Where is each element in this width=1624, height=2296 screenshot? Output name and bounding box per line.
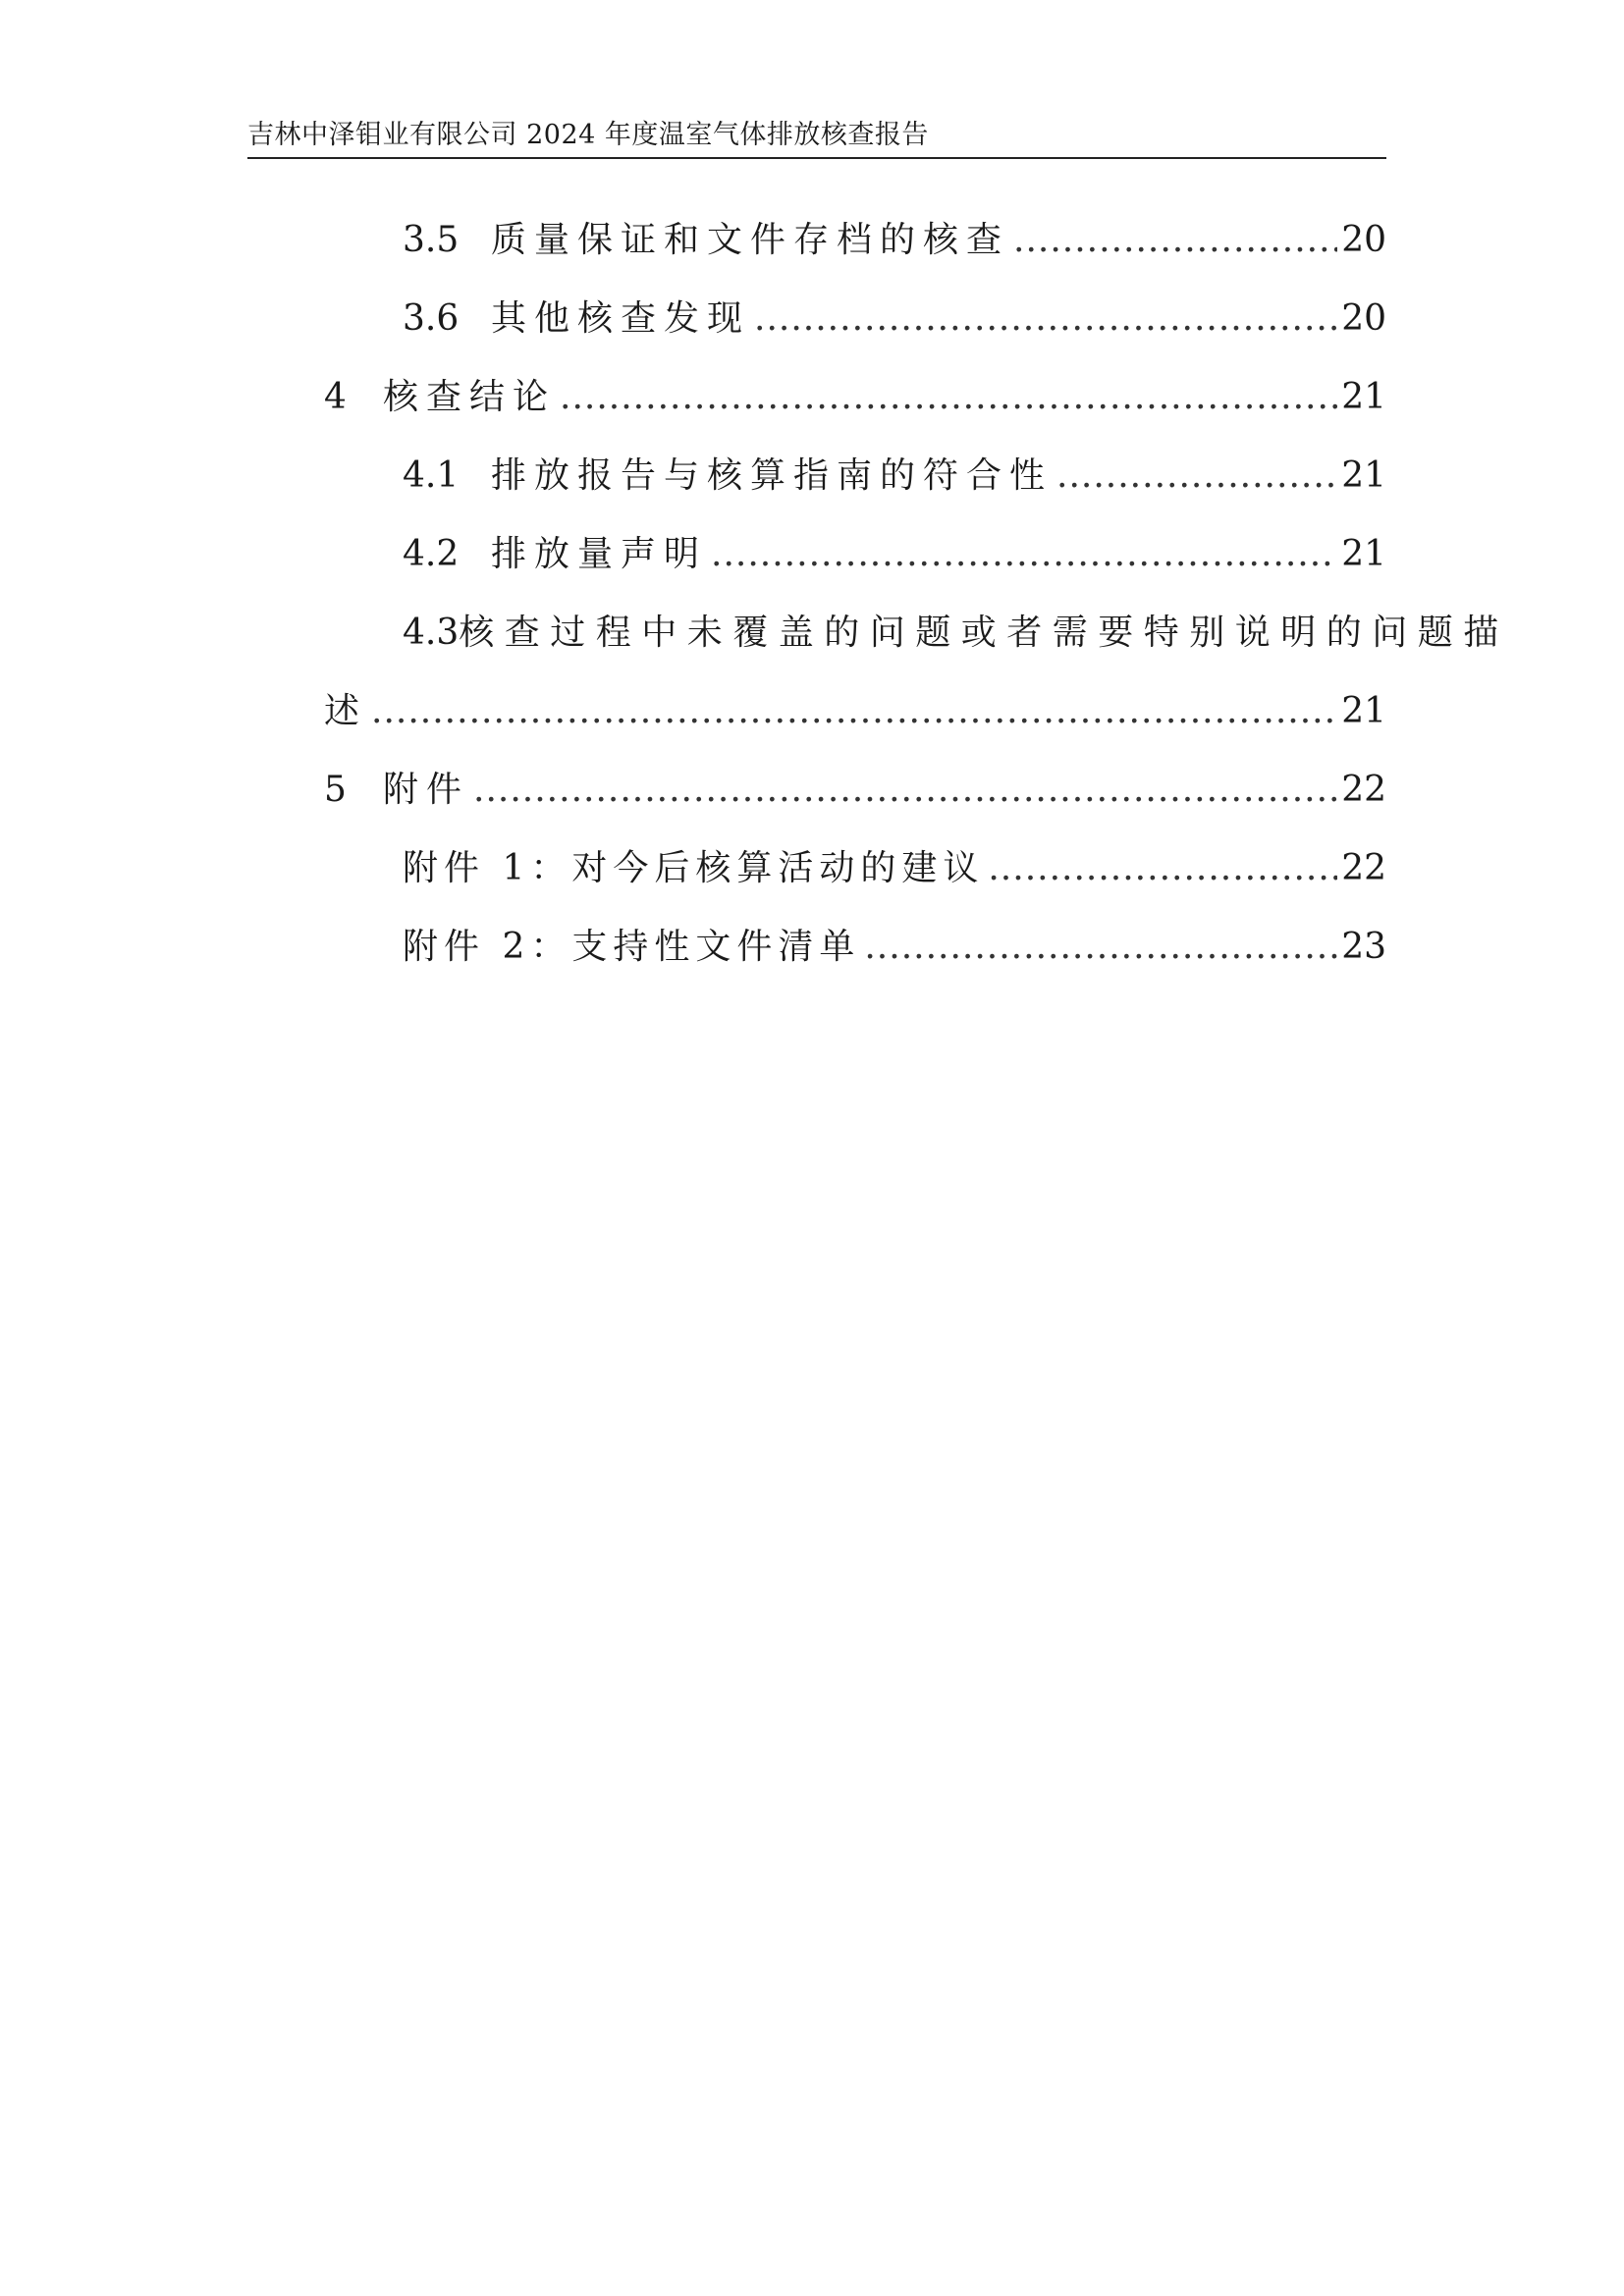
dot-leader: [711, 515, 1337, 594]
toc-page-number: 20: [1341, 220, 1386, 260]
toc-title: 附件 1：对今后核算活动的建议: [403, 848, 985, 888]
toc-title: 附件 2：支持性文件清单: [403, 927, 861, 967]
toc-page-number: 21: [1341, 455, 1386, 496]
toc-page-number: 20: [1341, 298, 1386, 339]
dot-leader: [754, 280, 1337, 358]
toc-entry-4[interactable]: [324, 358, 1386, 437]
toc-page-number: 21: [1341, 691, 1386, 731]
toc-title-continued: 述: [324, 691, 368, 731]
toc-entry-annex-1[interactable]: [324, 829, 1386, 908]
toc-entry-annex-2[interactable]: [324, 908, 1386, 987]
toc-number: 3.6: [403, 298, 460, 339]
toc-page-number: 21: [1341, 377, 1386, 417]
toc-number: 4.1: [403, 455, 460, 496]
toc-entry-3-6[interactable]: [324, 280, 1386, 358]
toc-page-number: 22: [1341, 770, 1386, 810]
toc-title: 排放量声明: [491, 534, 708, 574]
header-title: 吉林中泽钼业有限公司 2024 年度温室气体排放核查报告: [247, 120, 929, 150]
toc-page-number: 21: [1341, 534, 1386, 574]
dot-leader: [864, 908, 1337, 987]
toc-title: 核查过程中未覆盖的问题或者需要特别说明的问题描: [459, 613, 1509, 653]
dot-leader: [1013, 201, 1337, 280]
toc-entry-4-3-continued[interactable]: [324, 672, 1386, 751]
toc-title: 排放报告与核算指南的符合性: [491, 455, 1054, 496]
page-header: [247, 116, 1386, 159]
toc-title: 附件: [383, 770, 470, 810]
toc-number: 5: [324, 770, 347, 810]
toc-page-number: 23: [1341, 927, 1386, 967]
dot-leader: [1056, 437, 1337, 515]
toc-number: 3.5: [403, 220, 460, 260]
toc-entry-4-2[interactable]: [324, 515, 1386, 594]
dot-leader: [560, 358, 1337, 437]
toc-title: 质量保证和文件存档的核查: [491, 220, 1010, 260]
toc-title: 核查结论: [383, 377, 557, 417]
toc-title: 其他核查发现: [491, 298, 751, 339]
dot-leader: [988, 829, 1337, 908]
toc-entry-5[interactable]: [324, 751, 1386, 829]
toc-entry-3-5[interactable]: [324, 201, 1386, 280]
dot-leader: [473, 751, 1337, 829]
toc-entry-4-3[interactable]: [324, 594, 1509, 672]
toc-entry-4-1[interactable]: [324, 437, 1386, 515]
dot-leader: [371, 672, 1337, 751]
toc-number: 4.2: [403, 534, 460, 574]
toc-page-number: 22: [1341, 848, 1386, 888]
toc-number: 4: [324, 377, 347, 417]
table-of-contents: [324, 201, 1509, 987]
toc-number: 4.3: [403, 613, 460, 653]
